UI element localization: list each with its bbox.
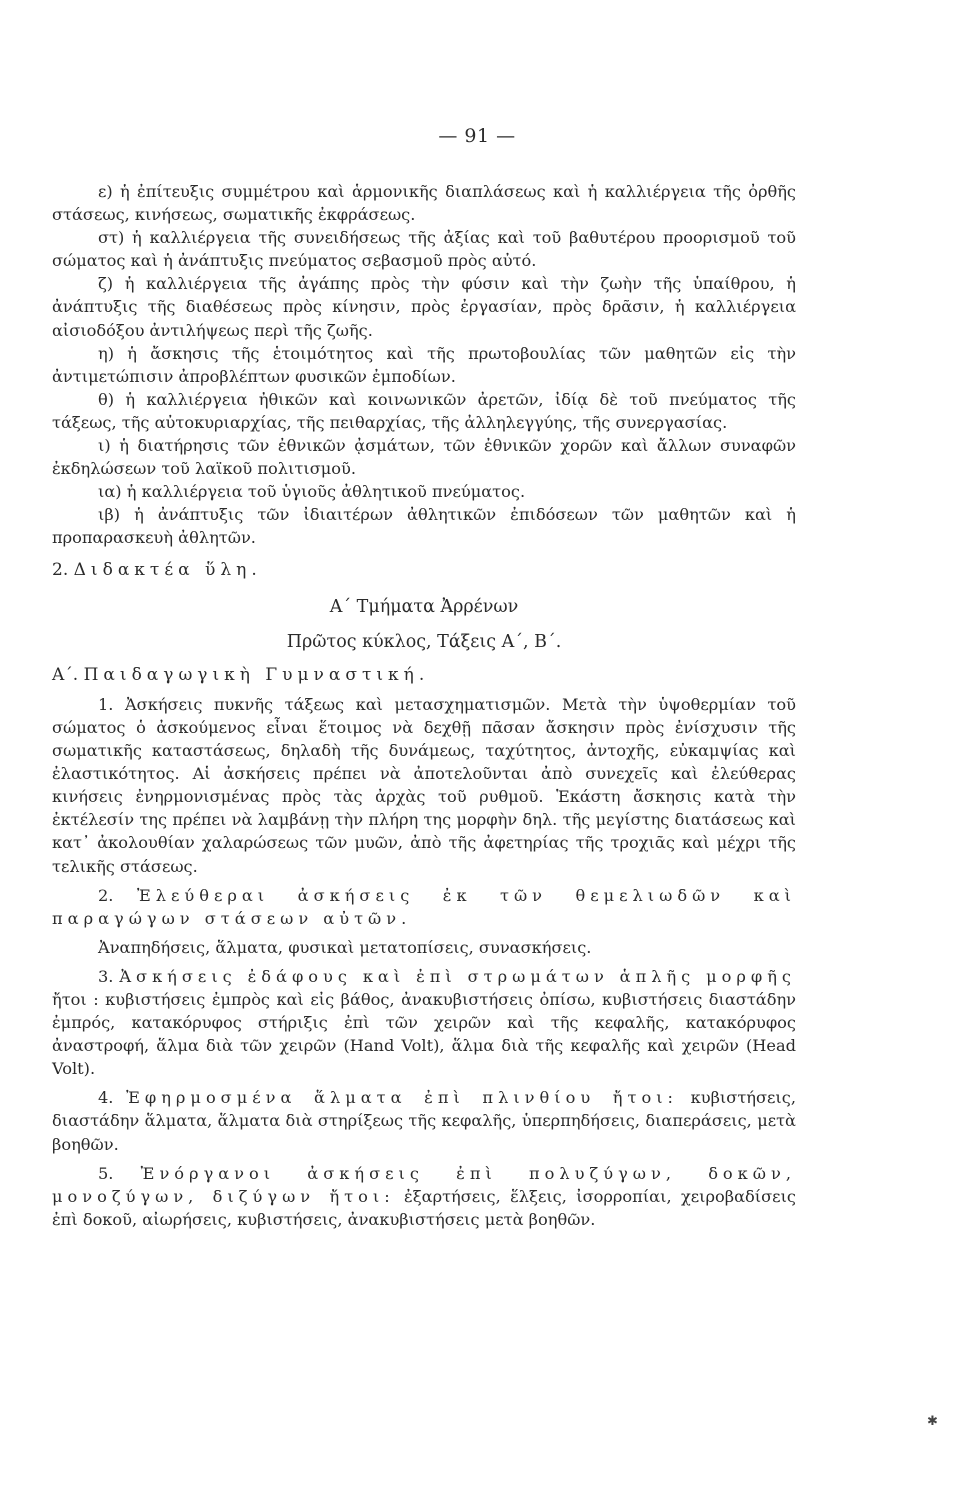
item-text: Μετὰ τὴν ὑψοθερμίαν τοῦ σώματος ὁ ἀσκούμενος εἶναι ἕτοιμος νὰ δεχθῇ πᾶσαν ἄσκησιν πρὸς ἐνίσχυσιν τῆς σωματικῆς καταστάσεως, δηλαδὴ τῆς δυνάμεως, ταχύτητος, ἀντοχῆς, εὐκαμψίας καὶ ἐλαστικότητος. Αἱ ἀσκήσεις πρέπει νὰ ἀποτελοῦνται ἀπὸ συνεχεῖς καὶ ἐλεύθερας κινήσεις ἐνηρμονισμένας πρὸς τὰς ἀρχὰς τοῦ ρυθμοῦ. Ἑκάστη ἄσκησις κατὰ τὴν ἐκτέλεσίν της πρέπει νὰ λαμβάνῃ τὴν πλήρη της μορφὴν δηλ. τῆς μεγίστης διατάσεως καὶ κατ᾽ ἀκολουθίαν χαλαρώσεως τῶν μυῶν, ἀπὸ τῆς ἀφετηρίας τῆς τροχιᾶς καὶ μέχρι τῆς τελικῆς στάσεως. [52,694,796,876]
item-2 [52,884,796,930]
corner-mark-icon: ✱ [927,1414,938,1429]
item-2-text: Ἀναπηδήσεις, ἅλματα, φυσικαὶ μετατοπίσεις, συνασκήσεις. [98,937,592,957]
item-title: Ἐλεύθεραι ἀσκήσεις ἐκ τῶν θεμελιωδῶν καὶ παραγώγων στάσεων αὐτῶν. [52,885,796,928]
item-title: Ἀσκήσεις ἐδάφους καὶ ἐπὶ στρωμάτων ἁπλῆς μορφῆς [119,966,796,986]
item-title: Ἐνόργανοι ἀσκήσεις ἐπὶ πολυζύγων, δοκῶν, μονοζύγων, διζύγων ἤτοι: [52,1163,796,1206]
objective-th: θ) ἡ καλλιέργεια ἠθικῶν καὶ κοινωνικῶν ἀρετῶν, ἰδίᾳ δὲ τοῦ πνεύματος τῆς τάξεως, τῆς αὐτοκυριαρχίας, τῆς πειθαρχίας, τῆς ἀλληλεγγύης, τῆς συνεργασίας. [52,389,796,432]
section-number: 2. [52,559,69,580]
item-number: 4. [98,1088,114,1108]
item-number: 5. [98,1163,114,1183]
item-text: κυβιστήσεις, διαστάδην ἅλματα, ἅλματα διὰ στηρίξεως τῆς κεφαλῆς, ὑπερπηδήσεις, διαπεράσεις, μετὰ βοηθῶν. [52,1088,796,1154]
item-5 [52,1162,796,1231]
heading-gymnastics-letter: Α΄. [52,664,79,685]
page-number: — 91 — [438,125,516,147]
heading-tmimata: Α΄ Τμήματα Ἀρρένων [329,596,519,617]
heading-kyklos: Πρῶτος κύκλος, Τάξεις Α΄, Β΄. [286,631,562,652]
heading-gymnastics [52,664,796,687]
heading-gymnastics-title: Παιδαγωγικὴ Γυμναστική. [83,664,430,685]
objective-ia: ια) ἡ καλλιέργεια τοῦ ὑγιοῦς ἀθλητικοῦ πνεύματος. [98,482,526,502]
text-column [52,180,796,1231]
objective-st: στ) ἡ καλλιέργεια τῆς συνειδήσεως τῆς ἀξίας καὶ τοῦ βαθυτέρου προορισμοῦ τοῦ σώματος καὶ ἡ ἀνάπτυξις πνεύματος σεβασμοῦ πρὸς αὐτό. [52,228,796,271]
item-title: Ἐφηρμοσμένα ἅλματα ἐπὶ πλινθίου ἤτοι: [126,1088,678,1108]
item-number: 3. [98,966,114,986]
objective-z: ζ) ἡ καλλιέργεια τῆς ἀγάπης πρὸς τὴν φύσιν καὶ τὴν ζωὴν τῆς ὑπαίθρου, ἡ ἀνάπτυξις τῆς διαθέσεως πρὸς κίνησιν, πρὸς ἐργασίαν, πρὸς δρᾶσιν, ἡ καλλιέργεια αἰσιοδόξου ἀντιλήψεως περὶ τῆς ζωῆς. [52,274,796,340]
item-number: 1. [98,694,114,714]
item-title: Ἀσκήσεις πυκνῆς τάξεως καὶ μετασχηματισμῶν. [124,694,551,714]
objective-i: η) ἡ ἄσκησις τῆς ἑτοιμότητος καὶ τῆς πρωτοβουλίας τῶν μαθητῶν εἰς τὴν ἀντιμετώπισιν ἀπροβλέπτων φυσικῶν ἐμποδίων. [52,343,796,386]
item-1 [52,693,796,878]
item-text: ἤτοι : κυβιστήσεις ἐμπρὸς καὶ εἰς βάθος, ἀνακυβιστήσεις ὀπίσω, κυβιστήσεις διαστάδην ἐμπρός, κατακόρυφος στήριξις ἐπὶ τῶν χειρῶν καὶ τῆς κεφαλῆς, κατακόρυφος ἀναστροφή, ἅλμα διὰ τῶν χειρῶν (Hand Volt), ἅλμα διὰ τῆς κεφαλῆς καὶ χειρῶν (Head Volt). [52,990,796,1079]
section-heading [52,559,796,582]
objective-iota: ι) ἡ διατήρησις τῶν ἐθνικῶν ᾀσμάτων, τῶν ἐθνικῶν χορῶν καὶ ἄλλων συναφῶν ἐκδηλώσεων τοῦ λαϊκοῦ πολιτισμοῦ. [52,436,796,479]
item-text: ἐξαρτήσεις, ἕλξεις, ἰσορροπίαι, χειροβαδίσεις ἐπὶ δοκοῦ, αἰωρήσεις, κυβιστήσεις, ἀνακυβιστήσεις μετὰ βοηθῶν. [52,1186,796,1229]
item-number: 2. [98,885,114,905]
item-4 [52,1086,796,1155]
section-title: Διδακτέα ὕλη. [73,559,262,580]
objective-ib: ιβ) ἡ ἀνάπτυξις τῶν ἰδιαιτέρων ἀθλητικῶν ἐπιδόσεων τῶν μαθητῶν καὶ ἡ προπαρασκευὴ ἀθλητῶν. [52,505,796,548]
objective-e: ε) ἡ ἐπίτευξις συμμέτρου καὶ ἁρμονικῆς διαπλάσεως καὶ ἡ καλλιέργεια τῆς ὀρθῆς στάσεως, κινήσεως, σωματικῆς ἐκφράσεως. [52,182,796,225]
item-3 [52,965,796,1080]
